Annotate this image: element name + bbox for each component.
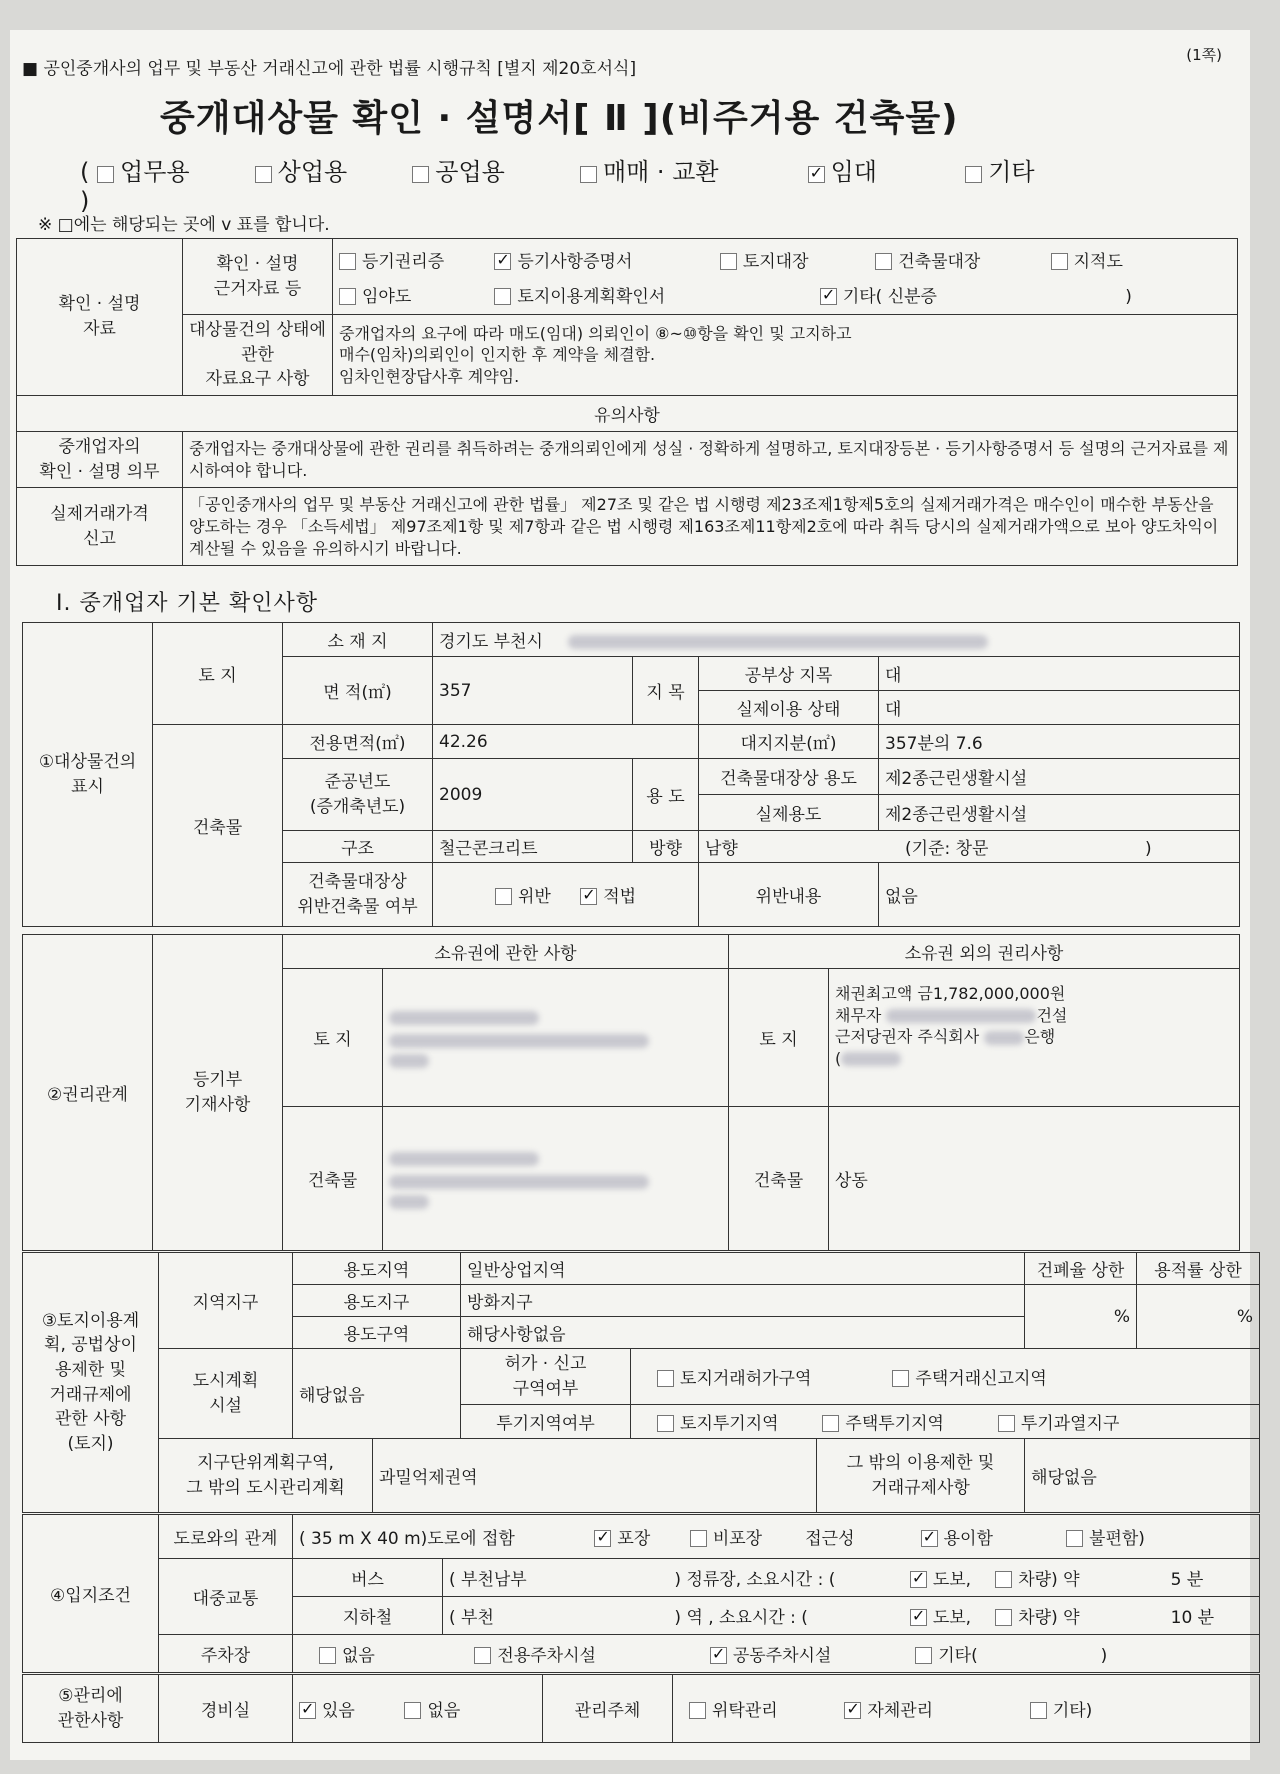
road-unpaved[interactable]: 비포장 (690, 1524, 800, 1549)
registry-label: 등기부 기재사항 (153, 935, 283, 1251)
jimok-label: 지 목 (633, 657, 699, 725)
road-label: 도로와의 관계 (159, 1515, 293, 1559)
checkbox[interactable] (915, 1647, 932, 1664)
checkbox[interactable] (820, 288, 837, 305)
ledger-use-value: 제2종근린생활시설 (879, 759, 1240, 795)
checkbox[interactable] (844, 1702, 861, 1719)
speculation-housing[interactable]: 주택투기지역 (822, 1409, 992, 1434)
checkbox[interactable] (319, 1647, 336, 1664)
bus-label: 버스 (293, 1559, 443, 1597)
guard-options (293, 1675, 543, 1743)
permit-land-trade[interactable]: 토지거래허가구역 (657, 1364, 887, 1389)
entity-outsourced[interactable]: 위탁관리 (689, 1696, 839, 1721)
subway-label: 지하철 (293, 1597, 443, 1635)
checkbox[interactable] (689, 1702, 706, 1719)
checkbox[interactable] (657, 1415, 674, 1432)
road-paved[interactable]: ✓ 포장 (594, 1524, 684, 1549)
request-text: 중개업자의 요구에 따라 매도(임대) 의뢰인이 ⑧~⑩항을 확인 및 고지하고 매수(임차)의뢰인이 인지한 후 계약을 체결함. 임차인현장답사후 계약임. (333, 315, 1238, 396)
entity-self[interactable]: ✓ 자체관리 (844, 1696, 1024, 1721)
basis-cadastral-map[interactable]: 지적도 (1051, 252, 1123, 272)
checkbox[interactable] (255, 166, 272, 183)
actual-use-value: 대 (879, 691, 1240, 725)
property-table (22, 622, 1240, 927)
zone-section-label: 용도구역 (293, 1317, 461, 1349)
district-plan-value: 과밀억제권역 (373, 1439, 817, 1513)
checkbox[interactable] (474, 1647, 491, 1664)
checkbox[interactable] (875, 253, 892, 270)
zone-area-label: 용도지역 (293, 1253, 461, 1285)
parking-shared[interactable]: ✓ 공동주차시설 (710, 1641, 910, 1666)
checkbox[interactable] (412, 166, 429, 183)
zone-area-value: 일반상업지역 (461, 1253, 1025, 1285)
speculation-land[interactable]: 토지투기지역 (657, 1409, 817, 1434)
land-use-table (22, 1252, 1260, 1513)
far-label: 용적률 상한 (1137, 1253, 1260, 1285)
checkbox[interactable] (808, 166, 825, 183)
checkbox[interactable] (710, 1647, 727, 1664)
urban-facility-value: 해당없음 (293, 1349, 461, 1439)
coverage-value: % (1025, 1285, 1137, 1349)
zone-district-value: 방화지구 (461, 1285, 1025, 1317)
basis-options: 등기권리증 ✓ 등기사항증명서 토지대장 건축물대장 지적도 임야도 토지이용계획확인서 ✓ 기타( 신분증 ) (333, 239, 1238, 315)
area-label: 면 적(㎡) (283, 657, 433, 725)
parking-none[interactable]: 없음 (319, 1641, 469, 1666)
far-value: % (1137, 1285, 1260, 1349)
price-report-text: 「공인중개사의 업무 및 부동산 거래신고에 관한 법률」 제27조 및 같은 법 시행령 제23조제1항제5호의 실제거래가격은 매수인이 매수한 부동산을 양도하는 경우 「소득세법」 제97조제1항 및 제7항과 같은 법 시행령 제163조제11항제2호에 따라 취득 당시의 실제거래가액으로 보아 양도차익이 계산될 수 있음을 유의하시기 바랍니다. (183, 488, 1238, 566)
guard-label: 경비실 (159, 1675, 293, 1743)
direction-value: 남향 (기준: 창문 ) (699, 831, 1240, 863)
other-rights-header: 소유권 외의 권리사항 (729, 935, 1240, 969)
basis-title-deed[interactable]: 등기권리증 (339, 247, 489, 272)
parking-label: 주차장 (159, 1635, 293, 1673)
district-label: 지역지구 (159, 1253, 293, 1349)
area-value: 357 (433, 657, 633, 725)
location-table (22, 1514, 1260, 1673)
checkbox[interactable] (594, 1530, 611, 1547)
structure-label: 구조 (283, 831, 433, 863)
subway-walk[interactable]: ✓ 도보, (910, 1603, 990, 1628)
cautions-header: 유의사항 (17, 395, 1238, 431)
page-number: (1쪽) (1186, 46, 1222, 64)
completion-label: 준공년도 (증개축년도) (283, 759, 433, 831)
speculation-label: 투기지역여부 (461, 1405, 631, 1439)
property-label: ①대상물건의 표시 (23, 623, 153, 927)
usage-industrial[interactable]: 공업용 (412, 152, 572, 187)
subway-value: ( 부천 ) 역 , 소요시간 : ( ✓ 도보, 차량) 약 10 분 (443, 1597, 1260, 1635)
zone-district-label: 용도지구 (293, 1285, 461, 1317)
completion-value: 2009 (433, 759, 633, 831)
checkbox[interactable] (404, 1702, 421, 1719)
checkbox[interactable] (965, 166, 982, 183)
zone-section-value: 해당사항없음 (461, 1317, 1025, 1349)
parking-dedicated[interactable]: 전용주차시설 (474, 1641, 704, 1666)
checkbox[interactable] (910, 1609, 927, 1626)
basis-building-ledger[interactable]: 건축물대장 (875, 247, 1045, 272)
permit-label: 허가 · 신고 구역여부 (461, 1349, 631, 1405)
checkbox-note: ※ □에는 해당되는 곳에 v 표를 합니다. (38, 215, 330, 235)
verification-table (16, 238, 1238, 566)
ownership-land-value (383, 969, 729, 1107)
checkbox[interactable] (1030, 1702, 1047, 1719)
ledger-use-label: 건축물대장상 용도 (699, 759, 879, 795)
subway-car[interactable]: 차량) 약 (995, 1603, 1165, 1628)
checkbox[interactable] (690, 1530, 707, 1547)
exclusive-area-value: 42.26 (433, 725, 699, 759)
bus-value: ( 부천남부 ) 정류장, 소요시간 : ( ✓ 도보, 차량) 약 5 분 (443, 1559, 1260, 1597)
other-rights-land-label: 토 지 (729, 969, 829, 1107)
structure-value: 철근콘크리트 (433, 831, 633, 863)
ownership-building-value (383, 1107, 729, 1251)
exclusive-area-label: 전용면적(㎡) (283, 725, 433, 759)
access-easy[interactable]: ✓ 용이함 (921, 1524, 1061, 1549)
basis-land-use-plan[interactable]: 토지이용계획확인서 (494, 282, 814, 307)
transit-label: 대중교통 (159, 1559, 293, 1635)
entity-label: 관리주체 (543, 1675, 673, 1743)
checkbox[interactable] (998, 1415, 1015, 1432)
checkbox[interactable] (1066, 1530, 1083, 1547)
section-1-title: Ⅰ. 중개업자 기본 확인사항 (56, 591, 318, 616)
form-reference: ■ 공인중개사의 업무 및 부동산 거래신고에 관한 법률 시행규칙 [별지 제20호서식] (22, 59, 637, 79)
guard-no[interactable]: 없음 (404, 1701, 460, 1721)
basis-land-ledger[interactable]: 토지대장 (720, 247, 870, 272)
land-use-label: ③토지이용계 획, 공법상이 용제한 및 거래규제에 관한 사항 (토지) (23, 1253, 159, 1513)
entity-other[interactable]: 기타) (1030, 1701, 1092, 1721)
checkbox[interactable] (1051, 253, 1068, 270)
form-sheet (10, 30, 1253, 1760)
violation-detail-label: 위반내용 (699, 863, 879, 927)
parking-options: 없음 전용주차시설 ✓ 공동주차시설 기타( ) (293, 1635, 1260, 1673)
checkbox[interactable] (580, 888, 597, 905)
basis-registry-cert[interactable]: ✓ 등기사항증명서 (494, 247, 714, 272)
other-restriction-label: 그 밖의 이용제한 및 거래규제사항 (817, 1439, 1025, 1513)
permit-housing-trade[interactable]: 주택거래신고지역 (892, 1369, 1046, 1389)
checkbox[interactable] (97, 166, 114, 183)
violation-legal[interactable]: ✓ 적법 (580, 887, 636, 907)
ownership-header: 소유권에 관한 사항 (283, 935, 729, 969)
other-rights-building-label: 건축물 (729, 1107, 829, 1251)
usage-sale-exchange[interactable]: 매매 · 교환 (580, 152, 800, 187)
violation-no[interactable]: 위반 (495, 887, 551, 907)
violation-label: 건축물대장상 위반건축물 여부 (283, 863, 433, 927)
usage-lease[interactable]: ✓ 임대 (808, 152, 958, 187)
document-title: 중개대상물 확인 · 설명서[ Ⅱ ](비주거용 건축물) (160, 98, 959, 139)
rights-table (22, 934, 1240, 1251)
checkbox[interactable] (580, 166, 597, 183)
land-share-value: 357분의 7.6 (879, 725, 1240, 759)
checkbox[interactable] (921, 1530, 938, 1547)
location-label-cell: ④입지조건 (23, 1515, 159, 1673)
usage-commercial[interactable]: 상업용 (255, 152, 405, 187)
registered-jimok-value: 대 (879, 657, 1240, 691)
duty-label: 중개업자의 확인 · 설명 의무 (17, 431, 183, 487)
checkbox[interactable] (495, 888, 512, 905)
other-restriction-value: 해당없음 (1025, 1439, 1260, 1513)
land-label: 토 지 (153, 623, 283, 725)
checkbox[interactable] (299, 1702, 316, 1719)
entity-options (673, 1675, 1260, 1743)
ownership-building-label: 건축물 (283, 1107, 383, 1251)
usage-office[interactable]: 업무용 (97, 152, 247, 187)
usage-other[interactable]: 기타 (965, 152, 1065, 187)
access-label: 접근성 (805, 1529, 855, 1549)
other-rights-land-value: 채권최고액 금1,782,000,000원 채무자 건설 근저당권자 주식회사 은행 ( (829, 969, 1240, 1107)
speculation-overheated[interactable]: 투기과열지구 (998, 1414, 1120, 1434)
checkbox[interactable] (339, 288, 356, 305)
other-rights-building-value: 상동 (829, 1107, 1240, 1251)
usage-type-row: ( 업무용 상업용 공업용 매매 · 교환 ✓ 임대 기타 ) (80, 152, 1080, 215)
bus-car[interactable]: 차량) 약 (995, 1565, 1165, 1590)
guard-yes[interactable]: ✓ 있음 (299, 1696, 399, 1721)
checkbox[interactable] (995, 1571, 1012, 1588)
verification-label: 확인 · 설명 자료 (17, 239, 183, 396)
access-hard[interactable]: 불편함) (1066, 1529, 1145, 1549)
checkbox[interactable] (892, 1370, 909, 1387)
registered-jimok-label: 공부상 지목 (699, 657, 879, 691)
bus-time: 5 분 (1170, 1570, 1204, 1590)
checkbox[interactable] (657, 1370, 674, 1387)
basis-forest-map[interactable]: 임야도 (339, 282, 489, 307)
checkbox[interactable] (494, 288, 511, 305)
checkbox[interactable] (822, 1415, 839, 1432)
violation-detail-value: 없음 (879, 863, 1240, 927)
checkbox[interactable] (494, 253, 511, 270)
ownership-land-label: 토 지 (283, 969, 383, 1107)
rights-label: ②권리관계 (23, 935, 153, 1251)
management-label: ⑤관리에 관한사항 (23, 1675, 159, 1743)
parking-other[interactable]: 기타( (915, 1641, 1095, 1666)
subway-time: 10 분 (1170, 1608, 1215, 1628)
price-report-label: 실제거래가격 신고 (17, 488, 183, 566)
request-label: 대상물건의 상태에 관한 자료요구 사항 (183, 315, 333, 396)
permit-options (631, 1349, 1260, 1405)
basis-other-id[interactable]: ✓ 기타( 신분증 (820, 282, 1120, 307)
bus-walk[interactable]: ✓ 도보, (910, 1565, 990, 1590)
urban-facility-label: 도시계획 시설 (159, 1349, 293, 1439)
checkbox[interactable] (720, 253, 737, 270)
direction-label: 방향 (633, 831, 699, 863)
land-share-label: 대지지분(㎡) (699, 725, 879, 759)
actual-use-label: 실제이용 상태 (699, 691, 879, 725)
location-value: 경기도 부천시 (433, 623, 1240, 657)
actual-building-use-value: 제2종근린생활시설 (879, 795, 1240, 831)
coverage-label: 건폐율 상한 (1025, 1253, 1137, 1285)
duty-text: 중개업자는 중개대상물에 관한 권리를 취득하려는 중개의뢰인에게 성실 · 정확하게 설명하고, 토지대장등본 · 등기사항증명서 등 설명의 근거자료를 제시하여야 합니다. (183, 431, 1238, 487)
basis-label: 확인 · 설명 근거자료 등 (183, 239, 333, 315)
violation-options (433, 863, 699, 927)
checkbox[interactable] (995, 1609, 1012, 1626)
building-label: 건축물 (153, 725, 283, 927)
management-table (22, 1674, 1260, 1743)
use-label: 용 도 (633, 759, 699, 831)
checkbox[interactable] (339, 253, 356, 270)
actual-building-use-label: 실제용도 (699, 795, 879, 831)
checkbox[interactable] (910, 1571, 927, 1588)
location-label: 소 재 지 (283, 623, 433, 657)
speculation-options (631, 1405, 1260, 1439)
road-value: ( 35 m X 40 m)도로에 접함 ✓ 포장 비포장 접근성 ✓ 용이함 불편함) (293, 1515, 1260, 1559)
district-plan-label: 지구단위계획구역, 그 밖의 도시관리계획 (159, 1439, 373, 1513)
